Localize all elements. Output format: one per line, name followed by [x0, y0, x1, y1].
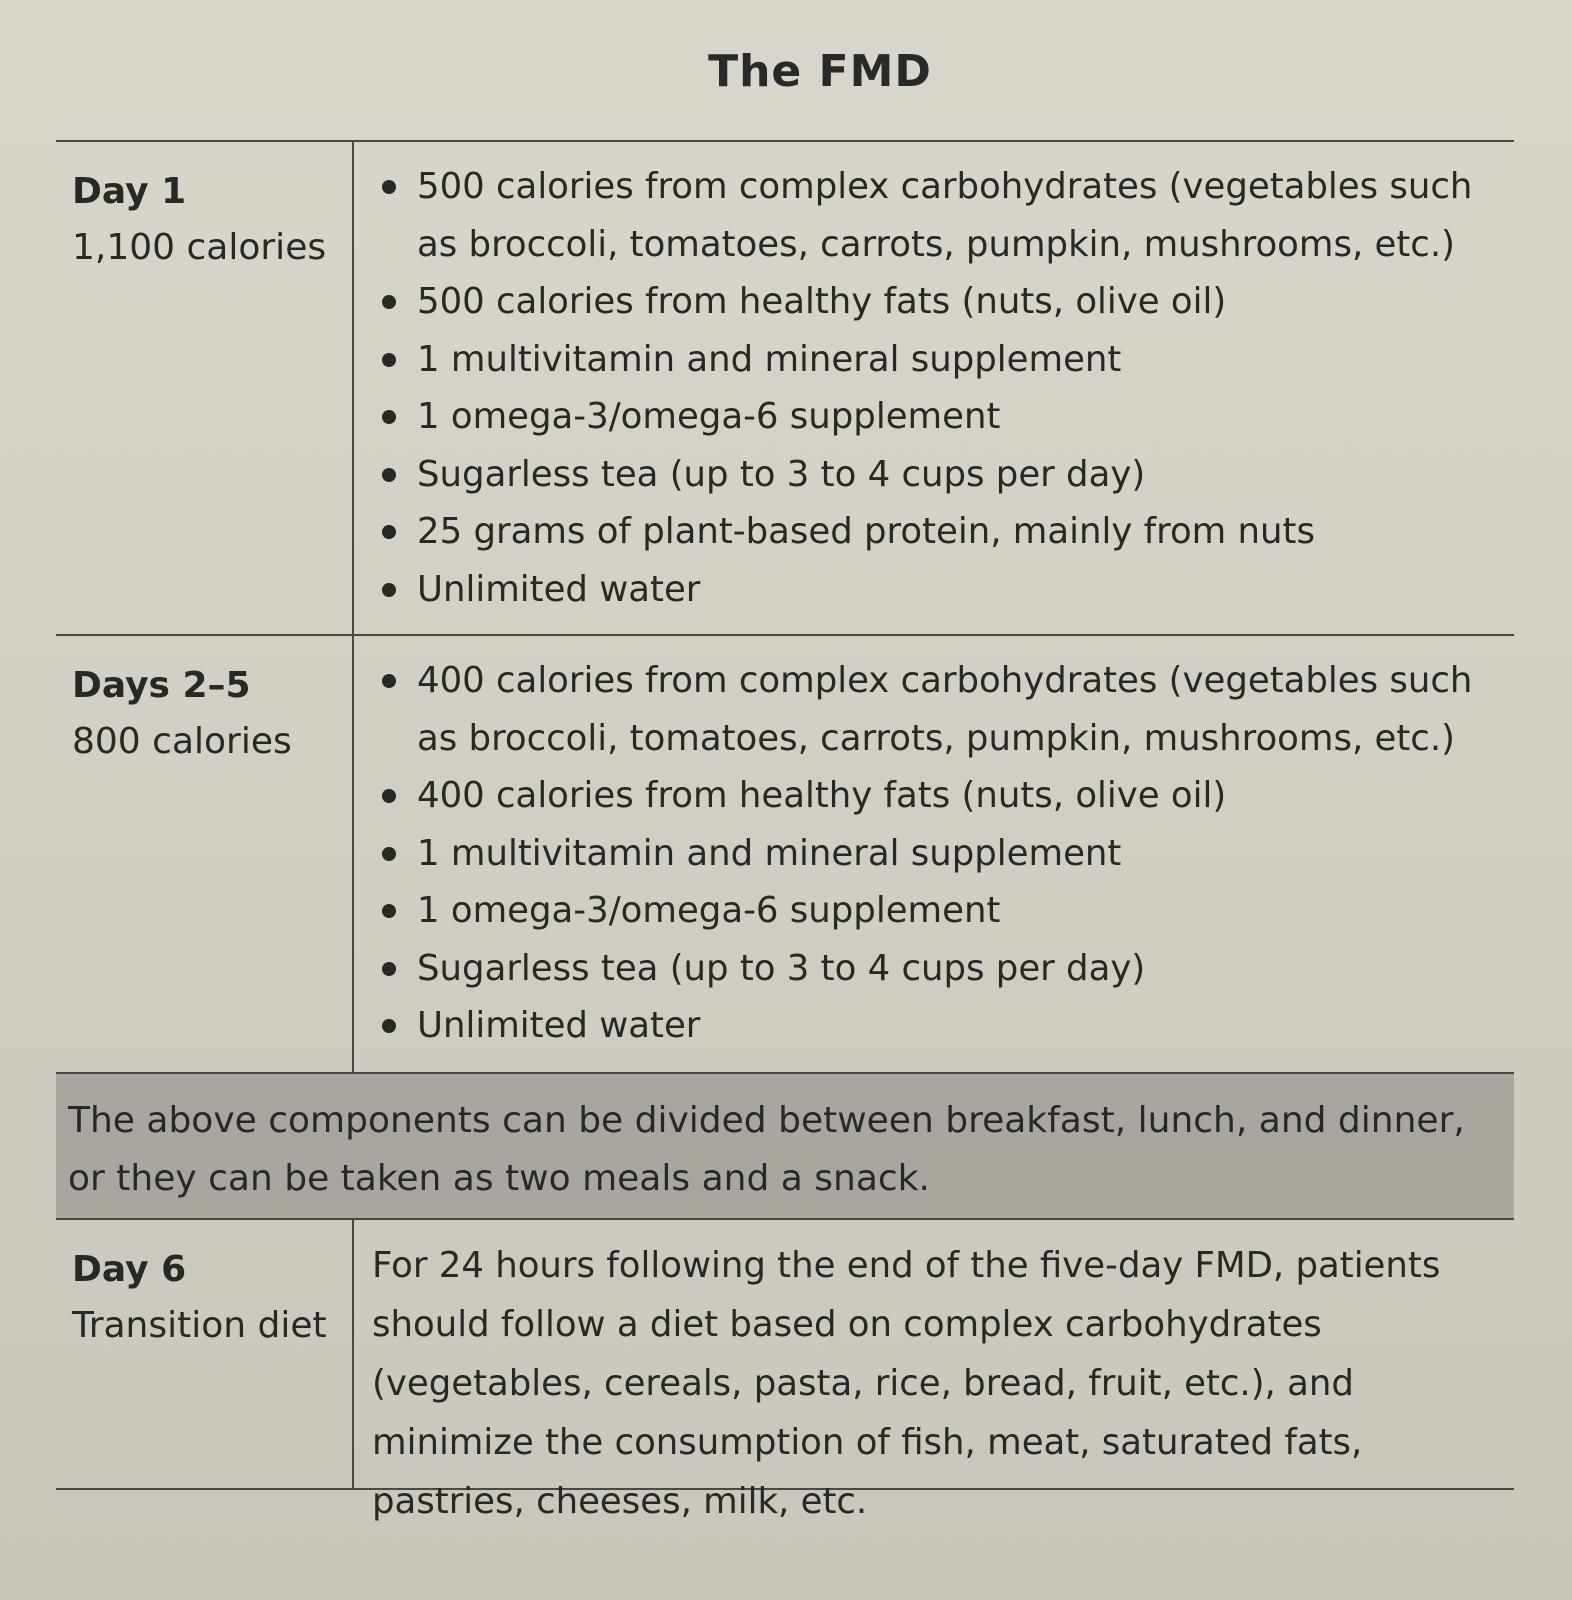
list-item: Unlimited water [372, 561, 1504, 619]
day-1-cell [56, 142, 354, 634]
days-2-5-components [354, 636, 1514, 1072]
list-item: 1 multivitamin and mineral supplement [372, 331, 1504, 389]
list-item: 400 calories from healthy fats (nuts, olive oil) [372, 767, 1504, 825]
list-item: 1 omega-3/omega-6 supplement [372, 882, 1504, 940]
list-item: 25 grams of plant-based protein, mainly from nuts [372, 503, 1504, 561]
table-row-days-2-5 [56, 636, 1514, 1074]
meal-division-note: The above components can be divided between breakfast, lunch, and dinner, or they can be taken as two meals and a snack. [56, 1074, 1514, 1220]
day-1-label: Day 1 [72, 171, 187, 212]
day-6-label: Day 6 [72, 1249, 187, 1290]
list-item: 1 omega-3/omega-6 supplement [372, 388, 1504, 446]
list-item: 500 calories from healthy fats (nuts, olive oil) [372, 273, 1504, 331]
day-6-subtitle: Transition diet [72, 1305, 327, 1346]
fmd-table [56, 140, 1514, 1522]
list-item: Sugarless tea (up to 3 to 4 cups per day) [372, 446, 1504, 504]
day-1-calories: 1,100 calories [72, 227, 327, 268]
table-row-day-1 [56, 142, 1514, 636]
day-6-cell [56, 1220, 354, 1488]
list-item: 1 multivitamin and mineral supplement [372, 825, 1504, 883]
list-item: Unlimited water [372, 997, 1504, 1055]
days-2-5-cell [56, 636, 354, 1072]
day-1-list [372, 158, 1504, 618]
list-item: Sugarless tea (up to 3 to 4 cups per day) [372, 940, 1504, 998]
day-1-components [354, 142, 1514, 634]
list-item: 500 calories from complex carbohydrates (vegetables such as broccoli, tomatoes, carrots, pumpkin, mushrooms, etc.) [372, 158, 1504, 273]
days-2-5-label: Days 2–5 [72, 665, 251, 706]
days-2-5-calories: 800 calories [72, 721, 292, 762]
list-item: 400 calories from complex carbohydrates (vegetables such as broccoli, tomatoes, carrots, pumpkin, mushrooms, etc.) [372, 652, 1504, 767]
page-title: The FMD [708, 46, 932, 97]
days-2-5-list [372, 652, 1504, 1055]
table-row-day-6 [56, 1220, 1514, 1522]
day-6-instructions: For 24 hours following the end of the five-day FMD, patients should follow a diet based on complex carbohydrates (vegetables, cereals, pasta, rice, bread, fruit, etc.), and minimize the consumption of fish, meat, saturated fats, pastries, cheeses, milk, etc. [372, 1245, 1441, 1522]
